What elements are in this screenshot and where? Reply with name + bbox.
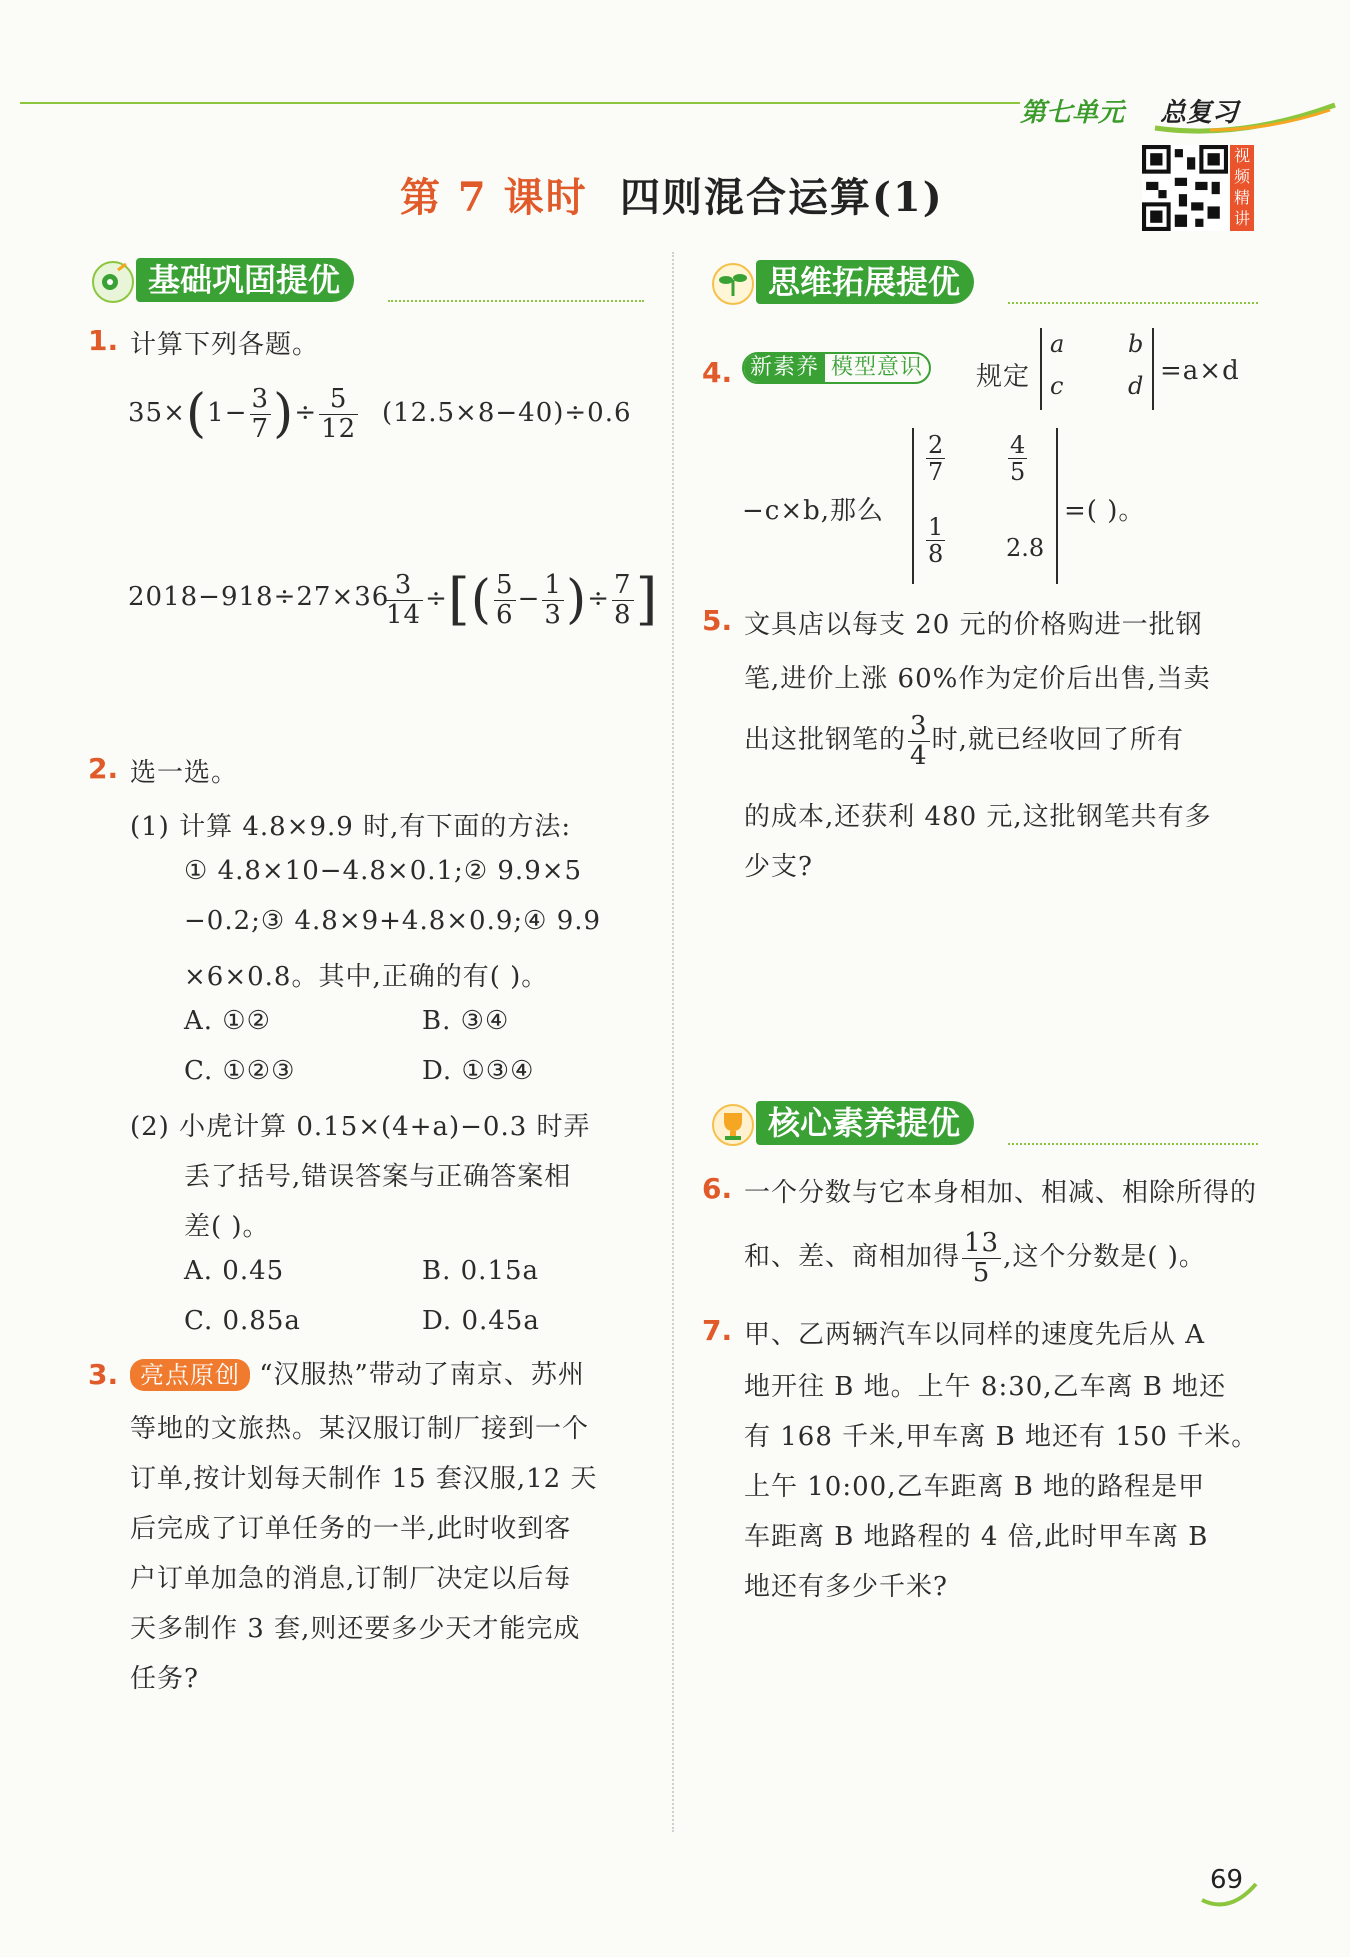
gear-badge-icon <box>88 258 138 304</box>
choice-option[interactable]: D. 0.45a <box>422 1306 540 1336</box>
choice-option[interactable]: C. ①②③ <box>184 1056 296 1086</box>
question-number: 1. <box>88 324 119 357</box>
fraction: $\frac{3}{7}$ <box>251 383 270 444</box>
section-title: 基础巩固提优 <box>136 258 354 302</box>
highlight-original-tag: 亮点原创 <box>130 1359 250 1391</box>
q3-line: 等地的文旅热。某汉服订制厂接到一个 <box>130 1414 590 1444</box>
trophy-badge-icon <box>708 1101 758 1147</box>
unit-label: 第七单元 <box>1020 98 1125 128</box>
q2-part1-line: ① 4.8×10−4.8×0.1;② 9.9×5 <box>184 856 583 886</box>
sprout-badge-icon <box>708 260 758 306</box>
q2-prompt: 选一选。 <box>130 758 239 788</box>
q3-line: 天多制作 3 套,则还要多少天才能完成 <box>130 1614 581 1644</box>
section-rule <box>1008 1143 1258 1145</box>
q4-text: =a×d <box>1160 356 1240 386</box>
fraction: $\frac{3}{4}$ <box>910 710 928 771</box>
q4-tag <box>742 352 931 384</box>
question-number: 2. <box>88 752 119 785</box>
fraction: $\frac{13}{5}$ <box>964 1227 1000 1288</box>
q5-line: 少支? <box>744 852 813 882</box>
choice-option[interactable]: A. ①② <box>184 1006 271 1036</box>
q5-line-fraction: 出这批钢笔的 $\frac{3}{4}$ 时,就已经收回了所有 <box>744 710 1184 771</box>
q2-part1-line: (1) 计算 4.8×9.9 时,有下面的方法: <box>130 812 572 842</box>
expr-text: ÷ <box>294 398 318 428</box>
q2-part1-line: ×6×0.8。其中,正确的有( )。 <box>184 962 549 992</box>
new-literacy-tag: 新素养 模型意识 <box>742 352 931 384</box>
page-number: 69 <box>1210 1865 1244 1895</box>
q3-line: 后完成了订单任务的一半,此时收到客 <box>130 1514 572 1544</box>
fraction: $\frac{4}{5}$ <box>1010 431 1026 487</box>
determinant-matrix: $\frac{2}{7}$ $\frac{4}{5}$ $\frac{1}{8}$ 2.8 <box>912 428 1058 584</box>
fraction: $\frac{7}{8}$ <box>614 569 632 630</box>
review-label: 总复习 <box>1160 98 1239 128</box>
section-basic-header <box>88 258 644 306</box>
choice-option[interactable]: D. ①③④ <box>422 1056 535 1086</box>
question-number: 7. <box>702 1314 733 1347</box>
q5-line: 的成本,还获利 480 元,这批钢笔共有多 <box>744 802 1212 832</box>
q5-line: 笔,进价上涨 60%作为定价后出售,当卖 <box>744 664 1211 694</box>
q7-line: 地还有多少千米? <box>744 1572 948 1602</box>
q7-line: 地开往 B 地。上午 8:30,乙车离 B 地还 <box>744 1372 1227 1402</box>
qr-code-icon[interactable] <box>1140 145 1230 231</box>
q3-line: 任务? <box>130 1664 199 1694</box>
q7-line: 上午 10:00,乙车距离 B 地的路程是甲 <box>744 1472 1206 1502</box>
q2-part1-line: −0.2;③ 4.8×9+4.8×0.9;④ 9.9 <box>184 906 602 936</box>
fraction: $\frac{5}{12}$ <box>321 383 357 444</box>
question-number: 3. <box>88 1358 119 1391</box>
q1-expression-2: (12.5×8−40)÷0.6 <box>382 398 632 428</box>
section-title: 核心素养提优 <box>756 1101 974 1145</box>
q1-expression-4: $\frac{3}{14}$ ÷[( $\frac{5}{6}$ − $\frac{1}{3}$ )÷ $\frac{7}{8}$ ] <box>386 567 659 632</box>
section-core-header <box>708 1101 1258 1149</box>
choice-option[interactable]: A. 0.45 <box>184 1256 285 1286</box>
q3-line: 户订单加急的消息,订制厂决定以后每 <box>130 1564 572 1594</box>
section-rule <box>388 300 644 302</box>
fraction: $\frac{2}{7}$ <box>928 431 944 487</box>
q5-line: 文具店以每支 20 元的价格购进一批钢 <box>744 610 1203 640</box>
section-title: 思维拓展提优 <box>756 260 974 304</box>
question-number: 6. <box>702 1172 733 1205</box>
q3-line: 订单,按计划每天制作 15 套汉服,12 天 <box>130 1464 598 1494</box>
q4-text: −c×b,那么 <box>742 496 885 526</box>
q1-expression-3: 2018−918÷27×36 <box>128 582 390 612</box>
fraction: $\frac{1}{3}$ <box>544 569 562 630</box>
fraction: $\frac{3}{14}$ <box>386 569 422 630</box>
q1-prompt: 计算下列各题。 <box>130 330 320 360</box>
fraction: $\frac{5}{6}$ <box>496 569 514 630</box>
q4-answer-blank[interactable]: =( )。 <box>1064 496 1146 526</box>
q6-line: 一个分数与它本身相加、相减、相除所得的 <box>744 1178 1258 1208</box>
choice-option[interactable]: C. 0.85a <box>184 1306 301 1336</box>
header-swoosh-icon <box>1150 100 1340 140</box>
q2-part2-line: 差( )。 <box>184 1212 270 1242</box>
section-thinking-header <box>708 260 1258 308</box>
question-number: 5. <box>702 604 733 637</box>
choice-option[interactable]: B. 0.15a <box>422 1256 540 1286</box>
q2-part2-line: (2) 小虎计算 0.15×(4+a)−0.3 时弄 <box>130 1112 591 1142</box>
expr-text: 35× <box>128 398 186 428</box>
q6-line-fraction: 和、差、商相加得 $\frac{13}{5}$ ,这个分数是( )。 <box>744 1227 1206 1288</box>
lesson-number: 第 7 课时 <box>400 174 588 221</box>
q7-line: 甲、乙两辆汽车以同样的速度先后从 A <box>744 1320 1206 1350</box>
q1-expression-1: 35×(1− $\frac{3}{7}$ )÷ $\frac{5}{12}$ <box>128 383 357 444</box>
question-number: 4. <box>702 356 733 389</box>
determinant-definition: a b c d <box>1040 328 1154 410</box>
fraction: $\frac{1}{8}$ <box>928 513 944 569</box>
page-swoosh-icon <box>1200 1880 1260 1910</box>
q2-part2-line: 丢了括号,错误答案与正确答案相 <box>184 1162 572 1192</box>
column-divider <box>672 252 674 1832</box>
lesson-title: 四则混合运算(1) <box>620 174 944 221</box>
q7-line: 有 168 千米,甲车离 B 地还有 150 千米。 <box>744 1422 1259 1452</box>
header-rule <box>20 102 1020 104</box>
section-rule <box>1008 302 1258 304</box>
q4-text: 规定 <box>976 362 1031 392</box>
q3-text: “汉服热”带动了南京、苏州 <box>259 1360 585 1390</box>
q3-line-1 <box>130 1354 585 1391</box>
q7-line: 车距离 B 地路程的 4 倍,此时甲车离 B <box>744 1522 1209 1552</box>
video-tag: 视频精讲 <box>1230 145 1254 231</box>
expr-text: 1− <box>207 398 248 428</box>
choice-option[interactable]: B. ③④ <box>422 1006 510 1036</box>
